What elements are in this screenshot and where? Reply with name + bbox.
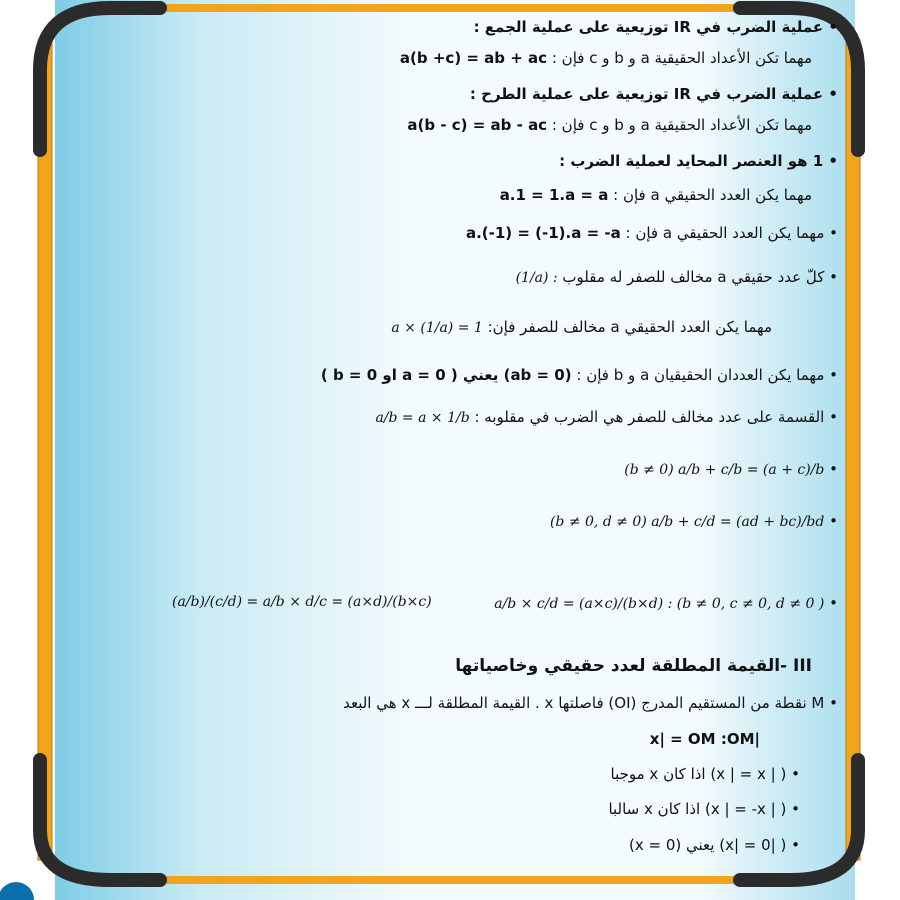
frame-rail-right xyxy=(846,40,860,860)
distributive-addition-heading: • عملية الضرب في IR توزيعية على عملية الجمع : xyxy=(473,18,838,36)
zero-product-statement: • مهما يكن العددان الحقيقيان a و b فإن : (ab = 0) يعني ( a = 0 او b = 0 ) xyxy=(320,366,838,384)
inverse-product-formula: a × (1/a) = 1 xyxy=(391,320,483,336)
distributive-addition-statement: مهما تكن الأعداد الحقيقية a و b و c فإن : a(b +c) = ab + ac xyxy=(399,49,812,67)
bullet-icon: • xyxy=(829,460,838,478)
same-denominator-formula: (b ≠ 0) a/b + c/b = (a + c)/b xyxy=(624,462,825,478)
zero-case: • ( |x| = 0) يعني (x = 0) xyxy=(629,836,800,854)
bullet-icon: • xyxy=(829,594,838,612)
bullet-icon: • xyxy=(829,224,838,242)
neutral-element-statement: مهما يكن العدد الحقيقي a فإن : a.1 = 1.a = a xyxy=(499,186,812,204)
fraction-division-formula: (a/b)/(c/d) = a/b × d/c = (a×d)/(b×c) xyxy=(172,594,432,610)
bullet-icon: • xyxy=(791,800,800,818)
minus-one-formula: a.(-1) = (-1).a = -a xyxy=(465,224,621,242)
bullet-icon: • xyxy=(828,85,838,103)
absolute-value-definition: • M نقطة من المستقيم المدرج (OI) فاصلتها x . القيمة المطلقة لـــ x هي البعد xyxy=(343,694,838,712)
different-denominator-formula: (b ≠ 0, d ≠ 0) a/b + c/d = (ad + bc)/bd xyxy=(549,514,825,530)
distributive-addition-formula: a(b +c) = ab + ac xyxy=(399,49,548,67)
fraction-product-formula: a/b × c/d = (a×c)/(b×d) : (b ≠ 0, c ≠ 0, d ≠ 0 ) xyxy=(494,596,825,612)
bullet-icon: • xyxy=(791,836,800,854)
positive-case: • ( | x | = x) اذا كان x موجبا xyxy=(610,765,800,783)
negative-case: • ( | x | = -x) اذا كان x سالبا xyxy=(608,800,800,818)
inverse-formula: (1/a) : xyxy=(515,270,558,286)
inverse-product-statement: مهما يكن العدد الحقيقي a مخالف للصفر فإن: a × (1/a) = 1 xyxy=(391,318,772,336)
bullet-icon: • xyxy=(828,152,838,170)
inverse-exists-statement: • كلّ عدد حقيقي a مخالف للصفر له مقلوب (1/a) : xyxy=(515,268,838,286)
bullet-icon: • xyxy=(829,694,838,712)
distributive-subtraction-heading: • عملية الضرب في IR توزيعية على عملية الطرح : xyxy=(469,85,838,103)
frame-rail-top xyxy=(150,4,750,12)
zero-product-formula: (ab = 0) يعني ( a = 0 او b = 0 ) xyxy=(320,366,572,384)
section-title: III -القيمة المطلقة لعدد حقيقي وخاصياتها xyxy=(455,656,812,676)
distributive-subtraction-statement: مهما تكن الأعداد الحقيقية a و b و c فإن : a(b - c) = ab - ac xyxy=(407,116,812,134)
frame-rail-left xyxy=(38,40,52,860)
frame-rivet xyxy=(0,882,34,900)
division-formula: a/b = a × 1/b xyxy=(375,410,470,426)
minus-one-statement: • مهما يكن العدد الحقيقي a فإن : a.(-1) = (-1).a = -a xyxy=(465,224,838,242)
same-denominator-sum xyxy=(624,460,838,479)
division-statement: • القسمة على عدد مخالف للصفر هي الضرب في مقلوبه : a/b = a × 1/b xyxy=(375,408,838,426)
bullet-icon: • xyxy=(828,18,838,36)
neutral-element-formula: a.1 = 1.a = a xyxy=(499,186,609,204)
fraction-product-division xyxy=(494,594,838,613)
bullet-icon: • xyxy=(791,765,800,783)
frame-rail-bottom xyxy=(150,876,750,884)
bullet-icon: • xyxy=(829,408,838,426)
bullet-icon: • xyxy=(829,268,838,286)
distributive-subtraction-formula: a(b - c) = ab - ac xyxy=(407,116,548,134)
neutral-element-heading: • 1 هو العنصر المحايد لعملية الضرب : xyxy=(559,152,838,170)
absolute-value-formula: |x| = OM :OM xyxy=(649,730,760,748)
bullet-icon: • xyxy=(829,366,838,384)
different-denominator-sum xyxy=(550,512,838,531)
bullet-icon: • xyxy=(829,512,838,530)
